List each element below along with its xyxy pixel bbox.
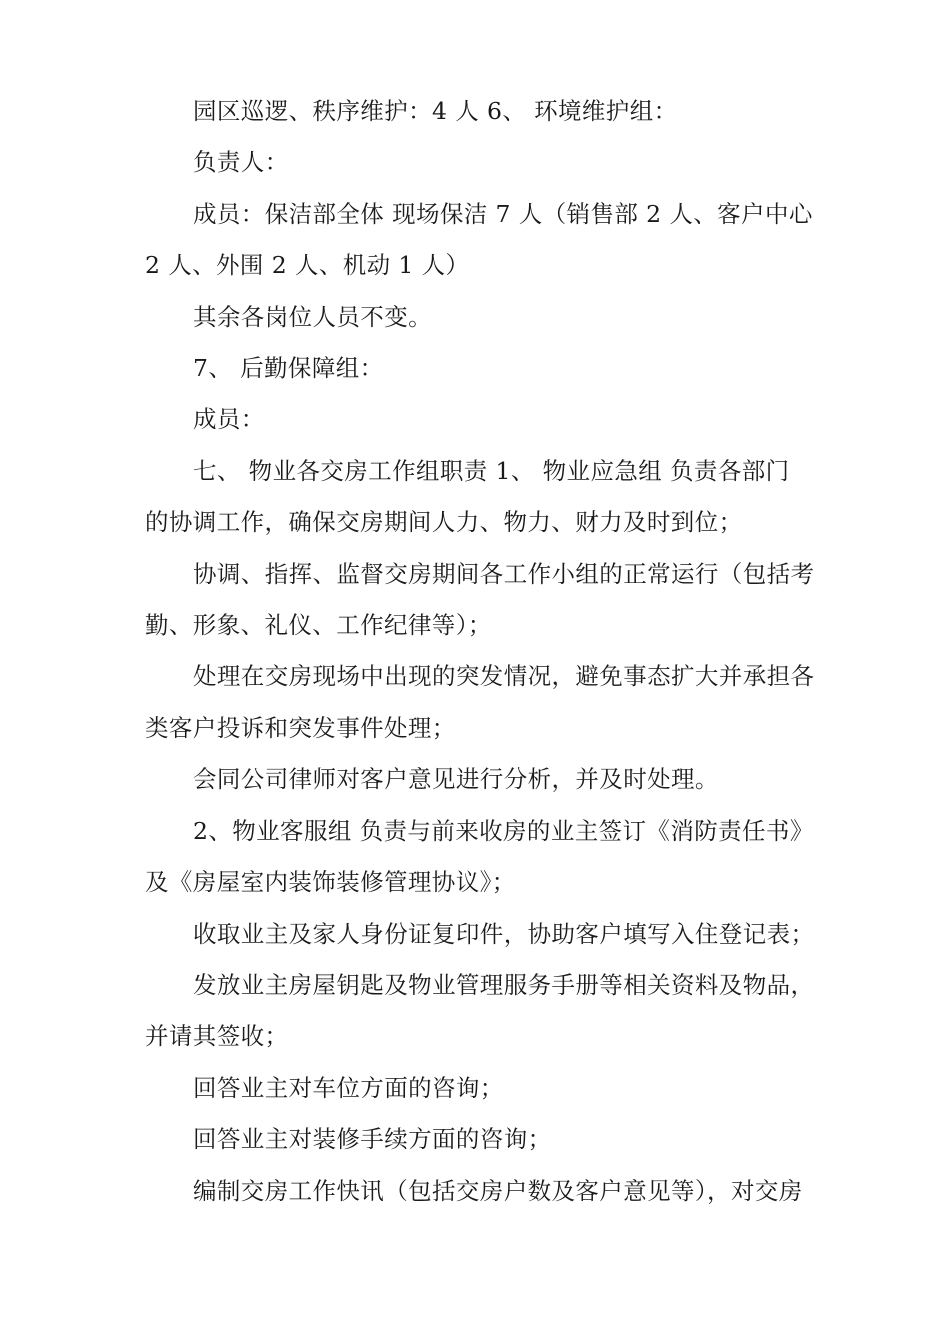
text-line: 处理在交房现场中出现的突发情况，避免事态扩大并承担各 [193,662,815,691]
text-line: 7、 后勤保障组： [193,354,384,383]
text-line: 编制交房工作快讯（包括交房户数及客户意见等），对交房 [193,1176,803,1205]
document-body [145,86,825,1217]
text-line: 七、 物业各交房工作组职责 1、 物业应急组 负责各部门 [193,456,790,485]
text-line: 协调、指挥、监督交房期间各工作小组的正常运行（包括考 [193,559,815,588]
text-line: 并请其签收； [145,1022,289,1051]
text-line: 及《房屋室内装饰装修管理协议》； [145,868,516,897]
text-line: 发放业主房屋钥匙及物业管理服务手册等相关资料及物品， [193,970,815,999]
text-line: 2、物业客服组 负责与前来收房的业主签订《消防责任书》 [193,816,814,845]
text-line: 收取业主及家人身份证复印件，协助客户填写入住登记表； [193,919,815,948]
text-line: 负责人： [193,148,289,177]
text-line: 勤、形象、礼仪、工作纪律等）； [145,611,492,640]
text-line: 的协调工作，确保交房期间人力、物力、财力及时到位； [145,508,743,537]
text-line: 回答业主对装修手续方面的咨询； [193,1125,552,1154]
text-line: 2 人、外围 2 人、机动 1 人） [145,251,470,280]
text-line: 其余各岗位人员不变。 [193,302,432,331]
text-line: 回答业主对车位方面的咨询； [193,1073,504,1102]
text-line: 成员：保洁部全体 现场保洁 7 人（销售部 2 人、客户中心 [193,199,813,228]
text-line: 园区巡逻、秩序维护：4 人 6、 环境维护组： [193,97,678,125]
text-line: 类客户投诉和突发事件处理； [145,713,456,742]
text-line: 成员： [193,405,265,434]
text-line: 会同公司律师对客户意见进行分析，并及时处理。 [193,765,719,794]
